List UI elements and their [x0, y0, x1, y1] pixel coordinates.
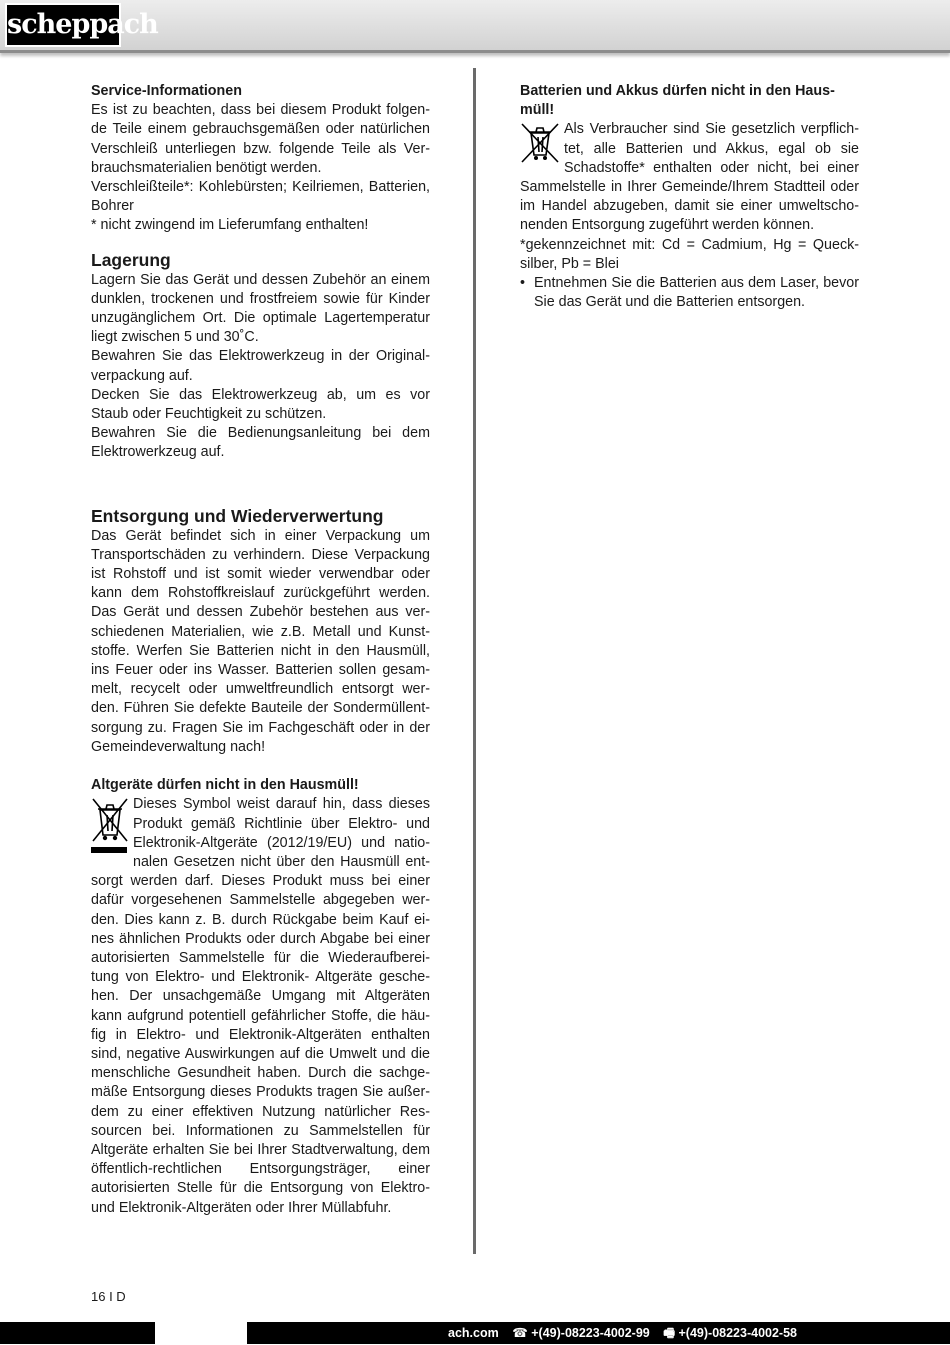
battery-paragraph: Als Verbraucher sind Sie gesetzlich verpflich-tet, alle Batterien und Akkus, egal ob sie Schadstoffe* enthalten oder nicht, bei einer Sammelstelle in Ihrer Gemeinde/Ihrem Stadtteil oder im Handel abzugeben, damit sie einer umweltscho-nenden Entsorgung zugeführt werden können. — [520, 121, 859, 234]
footer-white-block — [155, 1322, 247, 1344]
storage-paragraph: Bewahren Sie die Bedienungsanleitung bei dem Elektrowerkzeug auf. — [91, 425, 430, 461]
column-divider — [473, 68, 476, 1254]
disposal-title: Entsorgung und Wiederverwertung — [91, 505, 384, 526]
service-title: Service-Informationen — [91, 83, 242, 99]
footer-web: ach.com — [448, 1326, 499, 1340]
disposal-paragraph: Das Gerät befindet sich in einer Verpackung um Transportschäden zu verhindern. Diese Verpackung ist Rohstoff und ist somit wieder verwendbar oder kann dem Rohstoffkreislauf zurückgeführt werden. Das Gerät und dessen Zubehör bestehen aus ver-schiedenen Materialien, wie z.B. Metall und Kunst-stoffe. Werfen Sie Batterien nicht in den Hausmüll, ins Feuer oder ins Wasser. Batterien sollen gesam-melt, recycelt oder umweltfreundlich entsorgt wer-den. Führen Sie defekte Bauteile der Sondermüllent-sorgung zu. Fragen Sie im Fachgeschäft oder in der Gemeindeverwaltung nach! — [91, 527, 430, 755]
battery-list — [520, 274, 859, 312]
crossed-bin-icon — [91, 797, 129, 855]
storage-paragraph: Decken Sie das Elektrowerkzeug ab, um es vor Staub oder Feuchtigkeit zu schützen. — [91, 386, 430, 423]
weee-paragraph: Dieses Symbol weist darauf hin, dass dieses Produkt gemäß Richtlinie über Elektro- und Elektronik-Altgeräte (2012/19/EU) und natio-nalen Gesetzen nicht über den Hausmüll ent-sorgt werden darf. Dieses Produkt muss bei einer dafür vorgesehenen Sammelstelle abgegeben wer-den. Dies kann z. B. durch Rückgabe beim Kauf ei-nes ähnlichen Produkts oder durch Abgabe bei einer autorisierten Sammelstelle für die Wiederaufberei-tung von Elektro- und Elektronik- Altgeräte gesche-hen. Der unsachgemäße Umgang mit Altgeräten kann aufgrund potentiell gefährlicher Stoffe, die häu-fig in Elektro- und Elektronik-Altgeräten enthalten sind, negative Auswirkungen auf die Umwelt und die menschliche Gesundheit haben. Durch die sachge-mäße Entsorgung dieses Produkts tragen Sie außer-dem zu einer effektiven Nutzung natürlicher Res-sourcen bei. Informationen zu Sammelstellen für Altgeräte erhalten Sie bei Ihrer Stadtverwaltung, dem öffentlich-rechtlichen Entsorgungsträger, einer autorisierten Stelle für die Entsorgung von Elektro-und Elektronik-Altgeräten oder Ihrer Müllabfuhr. — [91, 796, 430, 1216]
list-item: • Entnehmen Sie die Batterien aus dem Laser, bevor Sie das Gerät und die Batterien entsorgen. — [520, 274, 859, 312]
weee-title: Altgeräte dürfen nicht in den Hausmüll! — [91, 777, 359, 794]
service-paragraph: * nicht zwingend im Lieferumfang enthalten! — [91, 217, 369, 234]
battery-title: Batterien und Akkus dürfen nicht in den Haus-müll! — [520, 83, 835, 119]
footer-bar — [0, 1322, 950, 1344]
footer-contact — [438, 1322, 797, 1344]
storage-paragraph: Bewahren Sie das Elektrowerkzeug in der Original-verpackung auf. — [91, 348, 430, 384]
storage-title: Lagerung — [91, 249, 171, 270]
service-paragraph: Verschleißteile*: Kohlebürsten; Keilriemen, Batterien, Bohrer — [91, 179, 430, 215]
footer-phone: ☎ +(49)-08223-4002-99 — [512, 1326, 650, 1340]
service-paragraph: Es ist zu beachten, dass bei diesem Produkt folgen-de Teile einem gebrauchsgemäßen oder natürlichen Verschleiß unterliegen bzw. folgende Teile als Ver-brauchsmaterialien benötigt werden. — [91, 102, 430, 176]
battery-note: *gekennzeichnet mit: Cd = Cadmium, Hg = Queck-silber, Pb = Blei — [520, 236, 859, 272]
header-bar — [0, 0, 950, 53]
footer-fax: 🖷 +(49)-08223-4002-58 — [663, 1326, 797, 1340]
page-number: 16 I D — [91, 1289, 126, 1304]
storage-paragraph: Lagern Sie das Gerät und dessen Zubehör an einem dunklen, trockenen und frostfreiem sowie für Kinder unzugänglichem Ort. Die optimale Lagertemperatur liegt zwischen 5 und 30˚C. — [91, 271, 430, 346]
brand-logo: scheppach — [5, 3, 121, 47]
left-column — [91, 82, 430, 1218]
crossed-bin-icon — [520, 122, 560, 164]
right-column — [520, 82, 859, 312]
